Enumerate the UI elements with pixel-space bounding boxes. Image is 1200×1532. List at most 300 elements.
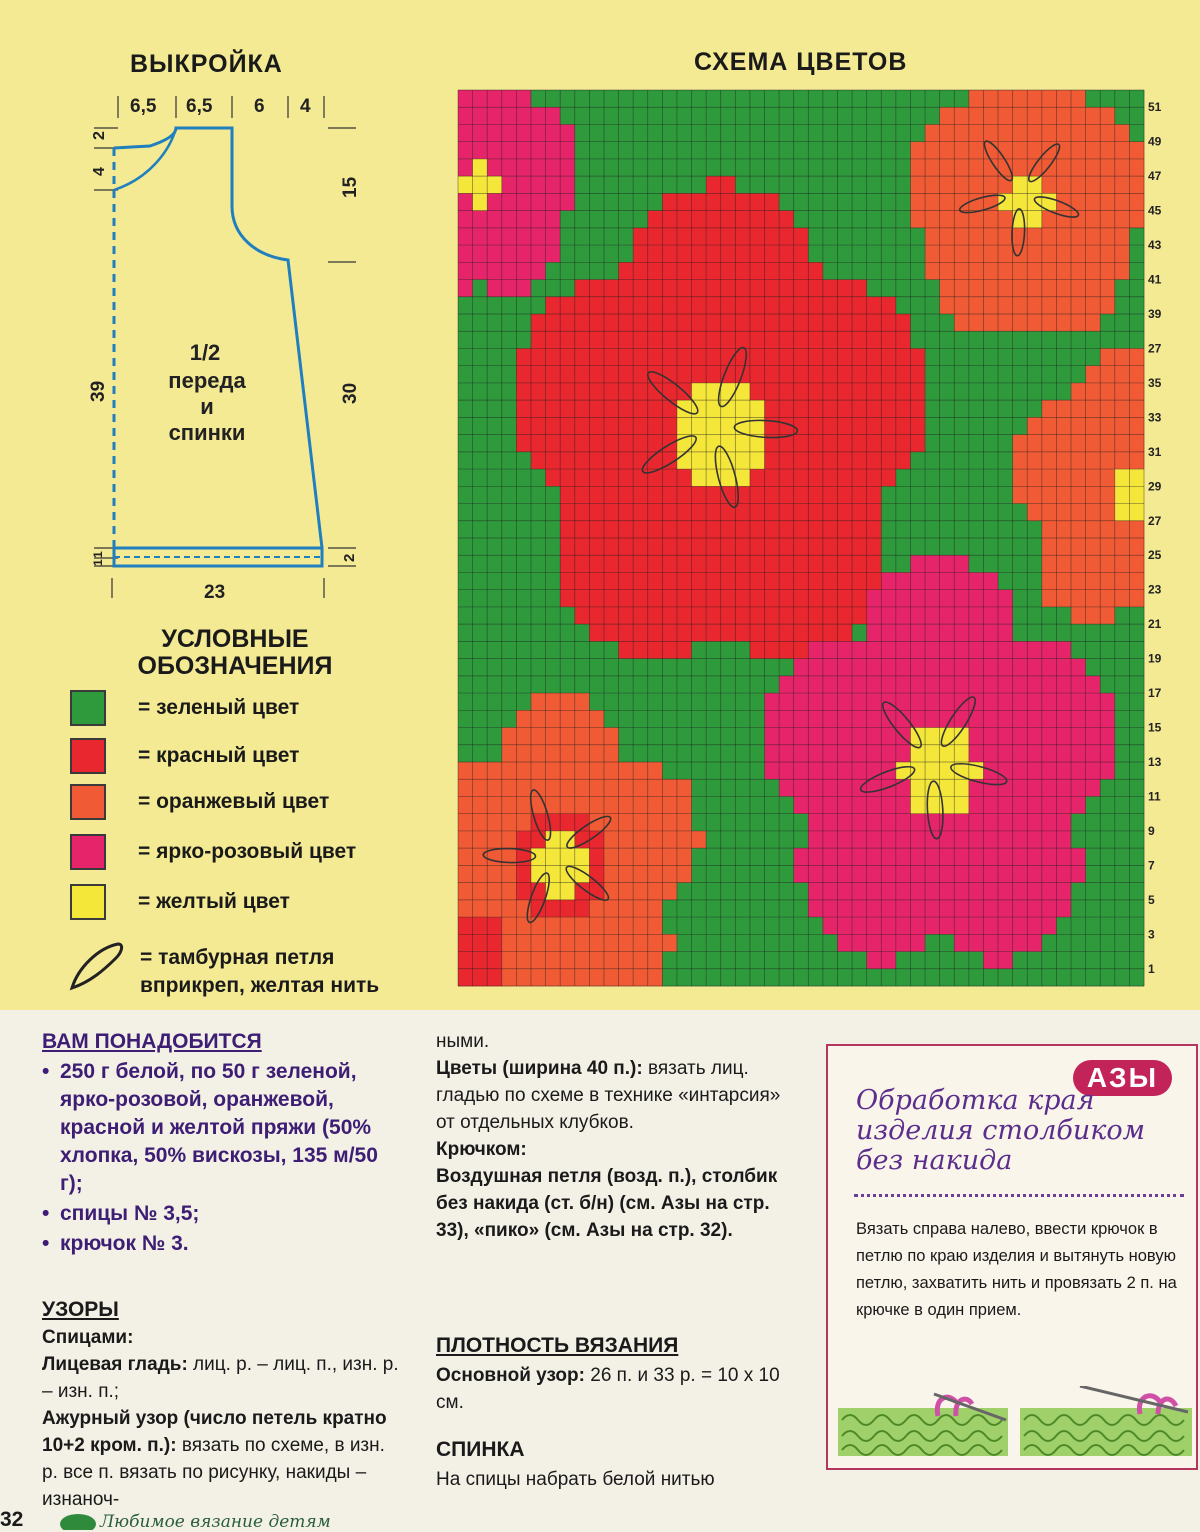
chart-cell	[575, 176, 590, 194]
chart-cell	[575, 193, 590, 211]
chart-cell	[546, 366, 561, 384]
chart-cell	[473, 348, 488, 366]
chart-cell	[560, 900, 575, 918]
chart-cell	[706, 159, 721, 177]
chart-cell	[706, 452, 721, 470]
chart-cell	[794, 383, 809, 401]
chart-cell	[619, 417, 634, 435]
chart-cell	[1042, 607, 1057, 625]
chart-cell	[998, 728, 1013, 746]
chart-cell	[633, 641, 648, 659]
chart-cell	[516, 572, 531, 590]
chart-cell	[560, 90, 575, 108]
chart-cell	[1115, 521, 1130, 539]
chart-cell	[940, 331, 955, 349]
chart-cell	[735, 176, 750, 194]
dim-left-4: 1	[91, 551, 105, 558]
chart-cell	[560, 486, 575, 504]
chart-cell	[823, 607, 838, 625]
chart-cell	[487, 124, 502, 142]
chart-cell	[531, 107, 546, 125]
chart-cell	[954, 176, 969, 194]
chart-cell	[692, 917, 707, 935]
chart-cell	[560, 728, 575, 746]
chart-cell	[867, 435, 882, 453]
chart-cell	[983, 641, 998, 659]
chart-cell	[998, 779, 1013, 797]
chart-cell	[604, 521, 619, 539]
chart-cell	[896, 314, 911, 332]
chart-cell	[706, 521, 721, 539]
chart-cell	[867, 417, 882, 435]
chart-cell	[589, 865, 604, 883]
chart-cell	[706, 107, 721, 125]
chart-cell	[1056, 159, 1071, 177]
chart-cell	[823, 728, 838, 746]
chart-cell	[1129, 262, 1144, 280]
chart-cell	[662, 969, 677, 987]
chart-cell	[794, 314, 809, 332]
chart-cell	[765, 814, 780, 832]
chart-cell	[1056, 728, 1071, 746]
chart-cell	[867, 142, 882, 160]
chart-cell	[808, 693, 823, 711]
chart-cell	[604, 779, 619, 797]
chart-cell	[925, 848, 940, 866]
chart-cell	[779, 779, 794, 797]
chart-cell	[794, 572, 809, 590]
chart-cell	[487, 142, 502, 160]
chart-cell	[808, 142, 823, 160]
chart-cell	[1027, 331, 1042, 349]
chart-cell	[1071, 245, 1086, 263]
chart-cell	[881, 90, 896, 108]
chart-cell	[954, 745, 969, 763]
chart-cell	[531, 452, 546, 470]
chart-cell	[633, 90, 648, 108]
chart-cell	[1129, 245, 1144, 263]
chart-cell	[662, 883, 677, 901]
chart-cell	[1071, 831, 1086, 849]
chart-cell	[648, 779, 663, 797]
chart-cell	[677, 521, 692, 539]
chart-cell	[575, 521, 590, 539]
chart-cell	[954, 280, 969, 298]
chart-cell	[867, 262, 882, 280]
chart-cell	[1129, 796, 1144, 814]
chart-cell	[546, 314, 561, 332]
chart-cell	[458, 745, 473, 763]
chart-cell	[721, 952, 736, 970]
chart-cell	[721, 710, 736, 728]
chart-cell	[531, 607, 546, 625]
chart-cell	[648, 245, 663, 263]
chart-cell	[1013, 659, 1028, 677]
chart-cell	[998, 607, 1013, 625]
chart-cell	[1013, 435, 1028, 453]
chart-cell	[560, 435, 575, 453]
chart-cell	[721, 624, 736, 642]
chart-cell	[604, 676, 619, 694]
chart-cell	[458, 883, 473, 901]
chart-cell	[1042, 900, 1057, 918]
chart-cell	[1115, 590, 1130, 608]
chart-cell	[735, 952, 750, 970]
chart-cell	[1071, 555, 1086, 573]
chart-cell	[706, 331, 721, 349]
chart-cell	[487, 297, 502, 315]
chart-cell	[662, 848, 677, 866]
chart-cell	[531, 159, 546, 177]
chart-cell	[1027, 710, 1042, 728]
chart-cell	[1086, 142, 1101, 160]
chart-cell	[1013, 297, 1028, 315]
chart-cell	[575, 504, 590, 522]
chart-cell	[852, 865, 867, 883]
chart-cell	[969, 366, 984, 384]
chart-cell	[837, 366, 852, 384]
materials-list	[40, 1058, 400, 1260]
chart-cell	[808, 366, 823, 384]
chart-cell	[910, 469, 925, 487]
chart-cell	[735, 779, 750, 797]
chart-cell	[1086, 745, 1101, 763]
chart-cell	[808, 607, 823, 625]
chart-cell	[969, 607, 984, 625]
chart-cell	[516, 728, 531, 746]
chart-cell	[896, 607, 911, 625]
chart-cell	[633, 366, 648, 384]
chart-cell	[677, 193, 692, 211]
chart-cell	[896, 848, 911, 866]
chart-cell	[604, 280, 619, 298]
chart-cell	[954, 435, 969, 453]
chart-cell	[1071, 814, 1086, 832]
chart-cell	[983, 469, 998, 487]
chart-cell	[546, 693, 561, 711]
chart-cell	[516, 211, 531, 229]
chart-cell	[1100, 452, 1115, 470]
chart-cell	[1100, 262, 1115, 280]
chart-cell	[1115, 314, 1130, 332]
chart-cell	[516, 555, 531, 573]
chart-cell	[706, 228, 721, 246]
chart-cell	[823, 676, 838, 694]
chart-cell	[969, 124, 984, 142]
chart-cell	[998, 331, 1013, 349]
chart-cell	[983, 280, 998, 298]
chart-cell	[925, 314, 940, 332]
chart-cell	[983, 211, 998, 229]
chart-cell	[633, 934, 648, 952]
chart-cell	[925, 917, 940, 935]
chart-cell	[502, 211, 517, 229]
chart-cell	[735, 331, 750, 349]
chart-cell	[925, 486, 940, 504]
chart-cell	[1056, 624, 1071, 642]
chart-cell	[619, 90, 634, 108]
chart-cell	[823, 521, 838, 539]
chart-cell	[750, 124, 765, 142]
chart-cell	[560, 228, 575, 246]
chart-cell	[823, 504, 838, 522]
chart-cell	[867, 159, 882, 177]
chart-cell	[721, 521, 736, 539]
chart-cell	[1115, 762, 1130, 780]
red-swatch	[70, 738, 106, 774]
chart-cell	[925, 452, 940, 470]
aside-text: Вязать справа налево, ввести крючок в петлю по краю изделия и вытянуть новую петлю, захватить нить и провязать 2 п. на крючке в один прием.	[856, 1220, 1177, 1319]
chart-cell	[473, 676, 488, 694]
chart-cell	[1115, 142, 1130, 160]
chart-cell	[837, 555, 852, 573]
basics-aside	[826, 1044, 1198, 1470]
chart-cell	[867, 452, 882, 470]
chart-cell	[779, 883, 794, 901]
chart-cell	[779, 865, 794, 883]
chart-cell	[531, 693, 546, 711]
chart-cell	[779, 900, 794, 918]
chart-cell	[823, 555, 838, 573]
chart-cell	[633, 659, 648, 677]
chart-cell	[1071, 762, 1086, 780]
chart-cell	[1129, 728, 1144, 746]
chart-cell	[867, 641, 882, 659]
chart-cell	[998, 211, 1013, 229]
chart-cell	[750, 348, 765, 366]
chart-cell	[546, 900, 561, 918]
chart-cell	[779, 314, 794, 332]
chart-cell	[881, 624, 896, 642]
chart-cell	[765, 865, 780, 883]
chart-cell	[692, 228, 707, 246]
chart-cell	[750, 452, 765, 470]
chart-cell	[648, 159, 663, 177]
chart-cell	[560, 952, 575, 970]
chart-cell	[925, 176, 940, 194]
chart-cell	[546, 90, 561, 108]
chart-cell	[546, 124, 561, 142]
chart-cell	[808, 176, 823, 194]
chart-cell	[852, 124, 867, 142]
chart-cell	[852, 521, 867, 539]
chart-cell	[531, 297, 546, 315]
chart-cell	[794, 659, 809, 677]
chart-cell	[1027, 883, 1042, 901]
chart-cell	[735, 193, 750, 211]
chart-cell	[910, 590, 925, 608]
chart-cell	[546, 417, 561, 435]
row-number-label: 41	[1148, 272, 1162, 287]
chart-cell	[940, 900, 955, 918]
chart-cell	[1086, 865, 1101, 883]
back-text: На спицы набрать белой нитью	[436, 1469, 715, 1490]
chart-cell	[677, 176, 692, 194]
chart-cell	[983, 865, 998, 883]
chart-cell	[560, 331, 575, 349]
chart-cell	[925, 90, 940, 108]
chart-cell	[633, 900, 648, 918]
chart-cell	[852, 314, 867, 332]
chart-cell	[1013, 745, 1028, 763]
chart-cell	[458, 814, 473, 832]
chart-cell	[1027, 297, 1042, 315]
chart-cell	[677, 590, 692, 608]
chart-cell	[604, 796, 619, 814]
chart-cell	[1100, 435, 1115, 453]
chart-cell	[575, 779, 590, 797]
chart-cell	[487, 193, 502, 211]
chart-cell	[983, 555, 998, 573]
chart-cell	[531, 555, 546, 573]
chart-cell	[1042, 228, 1057, 246]
chart-cell	[823, 452, 838, 470]
chart-cell	[619, 555, 634, 573]
chart-cell	[998, 762, 1013, 780]
chart-cell	[983, 728, 998, 746]
chart-cell	[954, 572, 969, 590]
chart-cell	[575, 107, 590, 125]
chart-cell	[677, 831, 692, 849]
chart-cell	[910, 779, 925, 797]
chart-cell	[794, 934, 809, 952]
chart-cell	[983, 486, 998, 504]
chart-cell	[998, 831, 1013, 849]
chart-cell	[677, 934, 692, 952]
chart-cell	[1100, 779, 1115, 797]
chart-cell	[1056, 452, 1071, 470]
chart-cell	[1100, 693, 1115, 711]
chart-cell	[779, 486, 794, 504]
chart-cell	[925, 211, 940, 229]
chart-cell	[473, 745, 488, 763]
chart-cell	[1129, 107, 1144, 125]
chart-cell	[896, 521, 911, 539]
chart-cell	[560, 659, 575, 677]
chart-cell	[867, 934, 882, 952]
chart-cell	[954, 314, 969, 332]
chart-cell	[648, 814, 663, 832]
chart-cell	[1027, 211, 1042, 229]
chart-cell	[765, 262, 780, 280]
chart-cell	[765, 314, 780, 332]
legend-title: УСЛОВНЫЕ ОБОЗНАЧЕНИЯ	[137, 625, 333, 680]
chart-cell	[692, 452, 707, 470]
chart-cell	[983, 124, 998, 142]
chart-cell	[940, 676, 955, 694]
chart-cell	[516, 952, 531, 970]
chart-cell	[940, 452, 955, 470]
chart-cell	[531, 572, 546, 590]
chart-cell	[779, 107, 794, 125]
chart-cell	[1100, 710, 1115, 728]
chart-cell	[998, 452, 1013, 470]
chart-cell	[473, 90, 488, 108]
row-number-label: 15	[1148, 720, 1162, 735]
chart-cell	[1013, 693, 1028, 711]
chart-cell	[604, 538, 619, 556]
chart-cell	[560, 193, 575, 211]
chart-cell	[458, 486, 473, 504]
chart-cell	[1129, 624, 1144, 642]
chart-cell	[940, 624, 955, 642]
chart-cell	[589, 331, 604, 349]
chart-cell	[867, 728, 882, 746]
chart-cell	[692, 176, 707, 194]
chart-cell	[589, 693, 604, 711]
chart-cell	[1027, 745, 1042, 763]
chart-cell	[560, 934, 575, 952]
chart-cell	[750, 383, 765, 401]
chart-cell	[998, 297, 1013, 315]
chart-cell	[633, 728, 648, 746]
chart-cell	[1115, 624, 1130, 642]
chart-cell	[589, 504, 604, 522]
chart-cell	[648, 572, 663, 590]
chart-cell	[837, 883, 852, 901]
chart-cell	[765, 624, 780, 642]
chart-cell	[969, 435, 984, 453]
chart-cell	[750, 865, 765, 883]
chart-cell	[735, 504, 750, 522]
chart-cell	[750, 745, 765, 763]
chart-cell	[925, 900, 940, 918]
chart-cell	[940, 228, 955, 246]
chart-cell	[546, 779, 561, 797]
chart-cell	[648, 865, 663, 883]
chart-cell	[502, 297, 517, 315]
chart-cell	[867, 504, 882, 522]
chart-cell	[1115, 779, 1130, 797]
chart-cell	[954, 710, 969, 728]
chart-cell	[1027, 469, 1042, 487]
chart-cell	[925, 607, 940, 625]
chart-cell	[954, 469, 969, 487]
chart-cell	[750, 659, 765, 677]
chart-cell	[619, 331, 634, 349]
chart-cell	[1027, 779, 1042, 797]
chart-cell	[852, 676, 867, 694]
chart-cell	[765, 590, 780, 608]
chart-cell	[765, 659, 780, 677]
chart-cell	[531, 728, 546, 746]
pattern-label-2: переда	[168, 368, 246, 393]
chart-cell	[487, 90, 502, 108]
chart-cell	[648, 124, 663, 142]
chart-cell	[1013, 762, 1028, 780]
chart-cell	[765, 779, 780, 797]
chart-cell	[706, 693, 721, 711]
chart-cell	[502, 245, 517, 263]
chart-cell	[487, 452, 502, 470]
chart-cell	[779, 538, 794, 556]
chart-cell	[458, 900, 473, 918]
chart-cell	[589, 124, 604, 142]
chart-cell	[925, 417, 940, 435]
chart-cell	[1042, 865, 1057, 883]
chart-cell	[473, 831, 488, 849]
chart-cell	[648, 314, 663, 332]
chart-cell	[969, 348, 984, 366]
chart-cell	[1115, 193, 1130, 211]
chart-cell	[677, 745, 692, 763]
chart-cell	[940, 745, 955, 763]
crochet-illustration-2	[1020, 1386, 1192, 1456]
chart-cell	[692, 900, 707, 918]
chart-cell	[1129, 831, 1144, 849]
chart-cell	[983, 779, 998, 797]
chart-cell	[633, 435, 648, 453]
